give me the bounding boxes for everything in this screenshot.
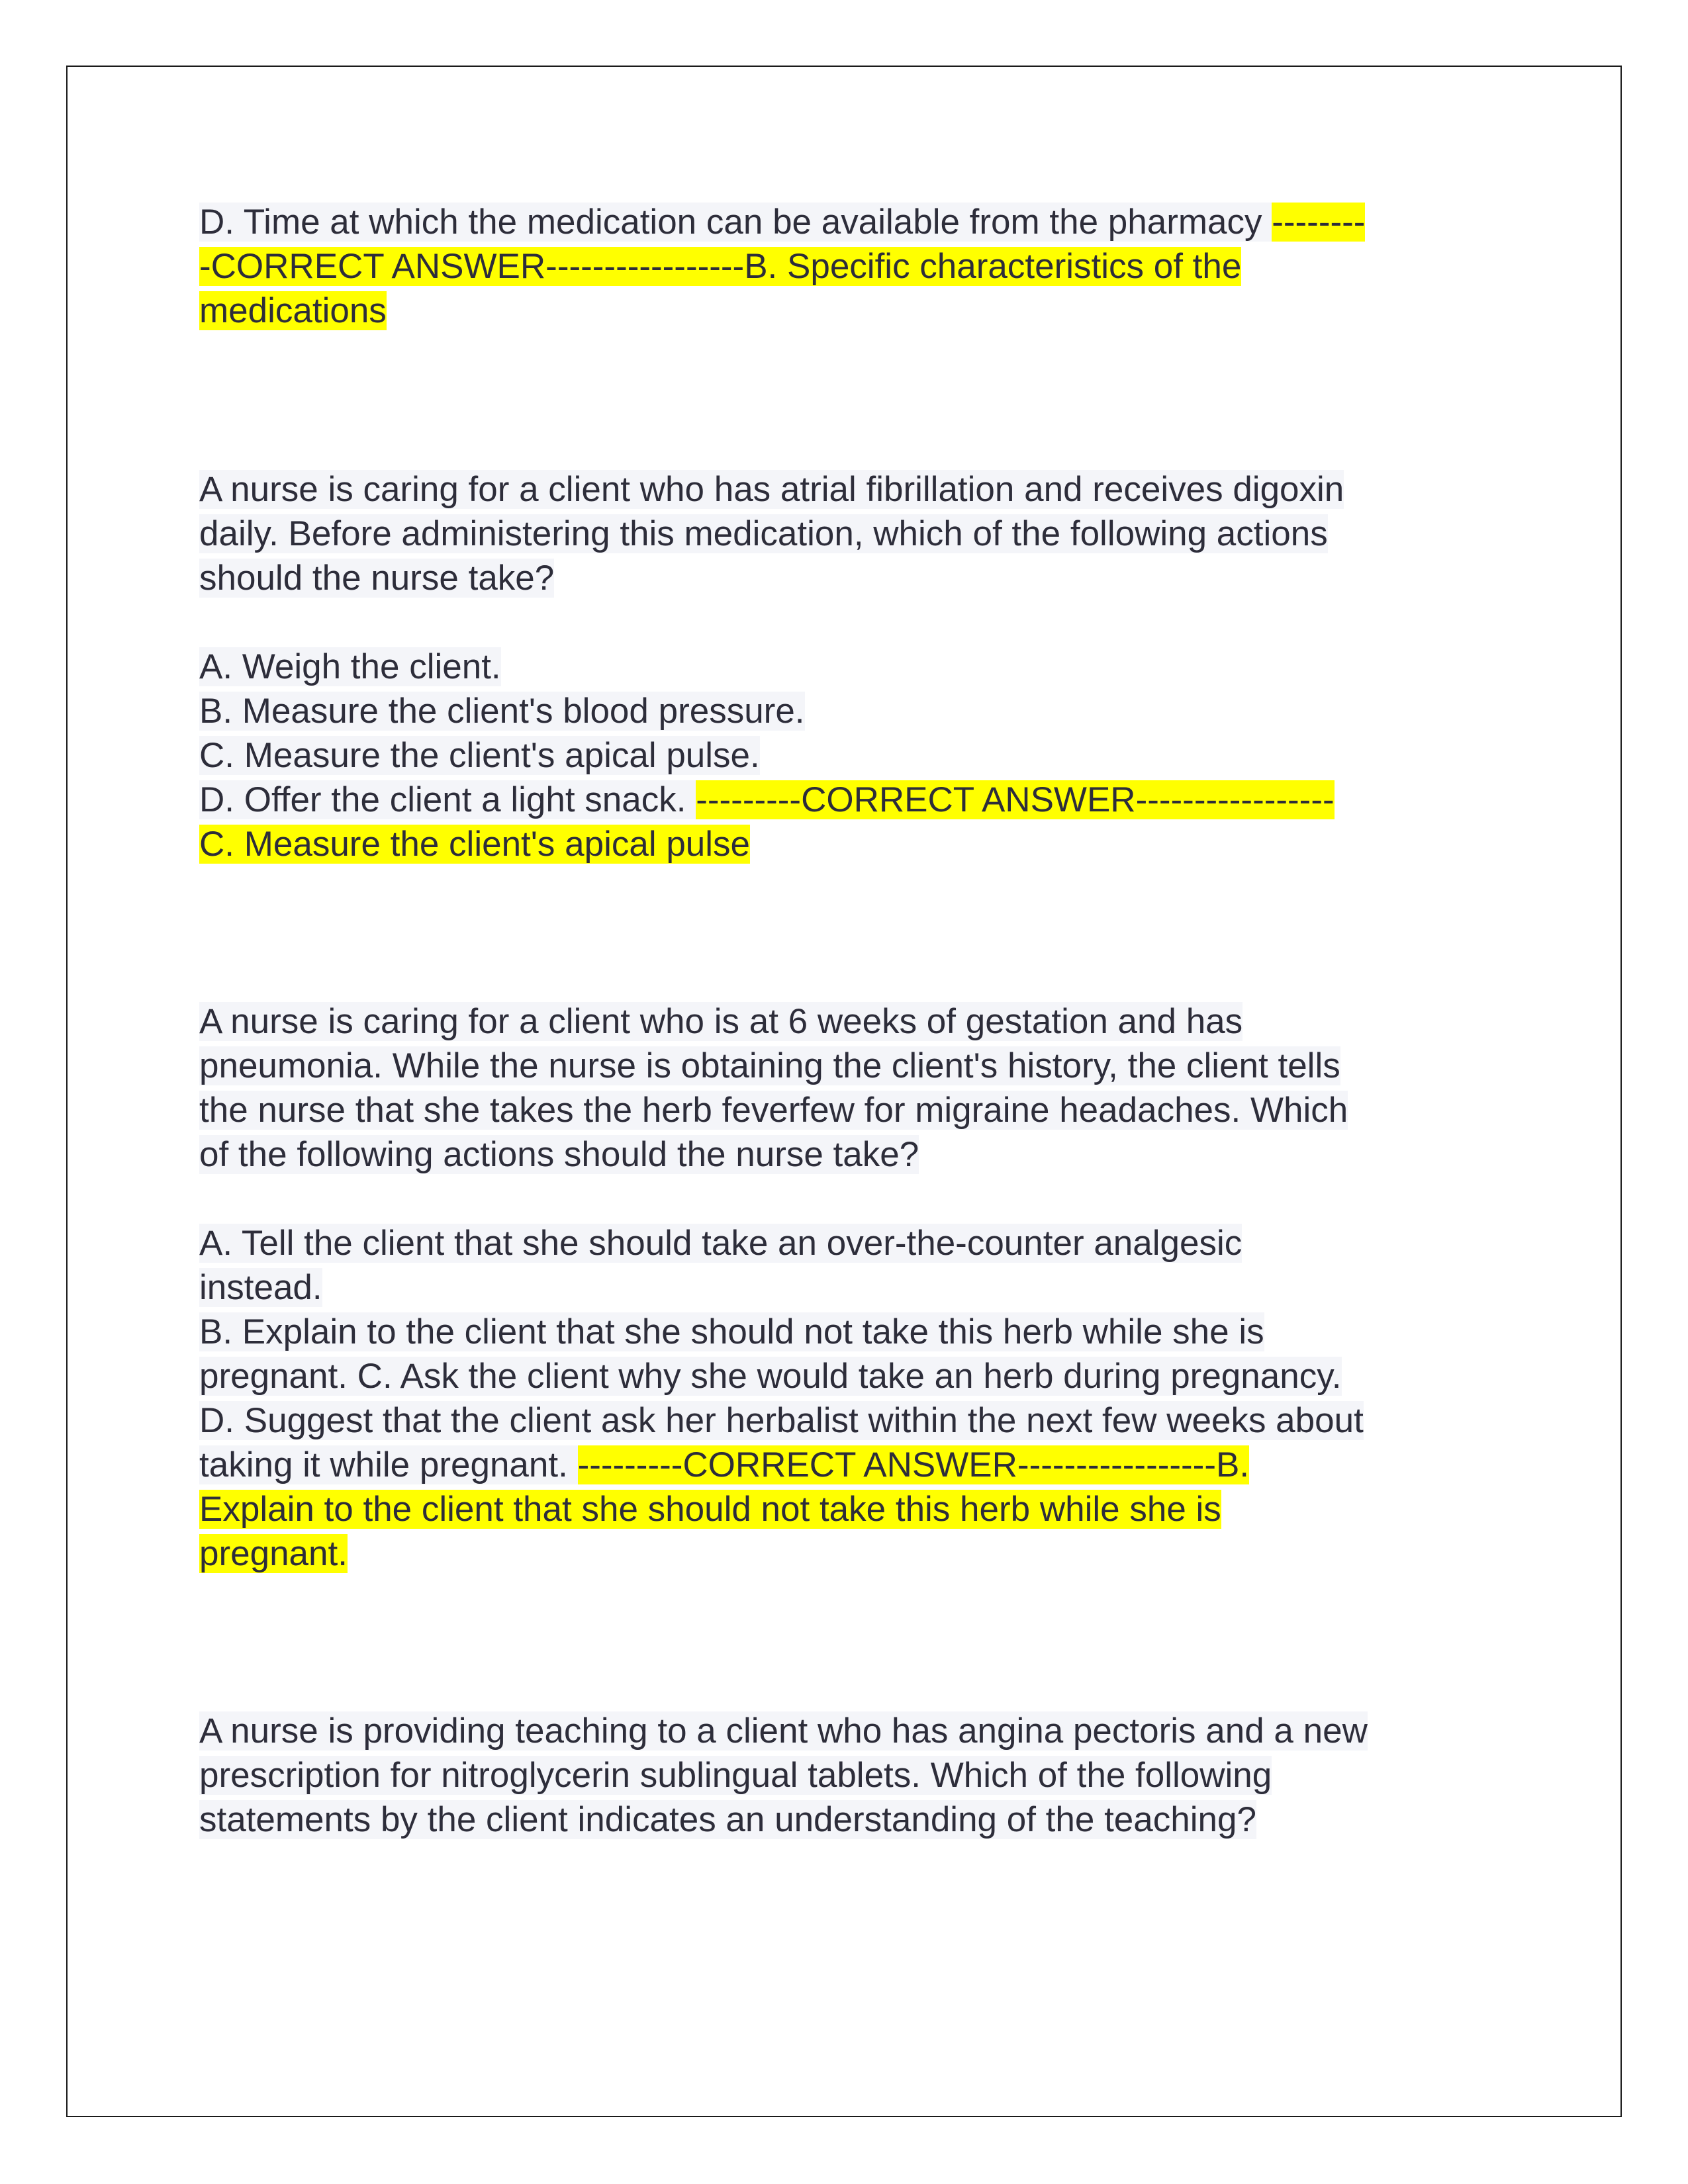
option-line: instead. [199,1268,322,1307]
question-line: pneumonia. While the nurse is obtaining the client's history, the client tells [199,1046,1340,1085]
answer-highlight-line [199,822,750,866]
question-line: statements by the client indicates an understanding of the teaching? [199,1800,1256,1839]
answer-highlight: ---------CORRECT ANSWER-----------------B. [577,1445,1250,1484]
question-line: daily. Before administering this medication, which of the following actions [199,514,1328,553]
option-d-text: D. Time at which the medication can be available from the pharmacy [199,203,1272,242]
option-line: A. Weigh the client. [199,647,501,686]
answer-highlight: C. Measure the client's apical pulse [199,825,751,864]
option-line: C. Measure the client's apical pulse. [199,736,760,775]
answer-highlight-line [199,244,1241,289]
answer-highlight-line [199,1531,348,1576]
question-line: A nurse is caring for a client who has atrial fibrillation and receives digoxin [199,470,1344,509]
option-line: D. Suggest that the client ask her herbalist within the next few weeks about [199,1401,1364,1440]
answer-highlight: Explain to the client that she should not take this herb while she is [199,1490,1221,1529]
question-line: should the nurse take? [199,559,555,598]
answer-highlight: pregnant. [199,1534,348,1573]
answer-highlight: ---------CORRECT ANSWER----------------- [696,780,1335,819]
option-line: taking it while pregnant. ---------CORRECT ANSWER-----------------B. [199,1445,1250,1484]
answer-highlight: -------- [1272,203,1366,242]
answer-highlight-line [199,1487,1221,1531]
option-line: B. Measure the client's blood pressure. [199,692,805,731]
question-line: of the following actions should the nurse take? [199,1135,919,1174]
question-line: A nurse is caring for a client who is at 6 weeks of gestation and has [199,1002,1243,1041]
question-line: prescription for nitroglycerin sublingual tablets. Which of the following [199,1756,1272,1795]
option-line: D. Offer the client a light snack. ---------CORRECT ANSWER----------------- [199,780,1335,819]
answer-highlight-line [199,289,387,333]
question-line: the nurse that she takes the herb feverfew for migraine headaches. Which [199,1091,1348,1130]
answer-highlight: medications [199,291,387,330]
answer-highlight: -CORRECT ANSWER-----------------B. Specific characteristics of the [199,247,1242,286]
option-line: B. Explain to the client that she should not take this herb while she is [199,1312,1264,1351]
option-line: A. Tell the client that she should take an over-the-counter analgesic [199,1224,1243,1263]
answer-text-line [199,200,1365,244]
question-line: A nurse is providing teaching to a client who has angina pectoris and a new [199,1711,1368,1751]
option-line: pregnant. C. Ask the client why she would take an herb during pregnancy. [199,1357,1342,1396]
